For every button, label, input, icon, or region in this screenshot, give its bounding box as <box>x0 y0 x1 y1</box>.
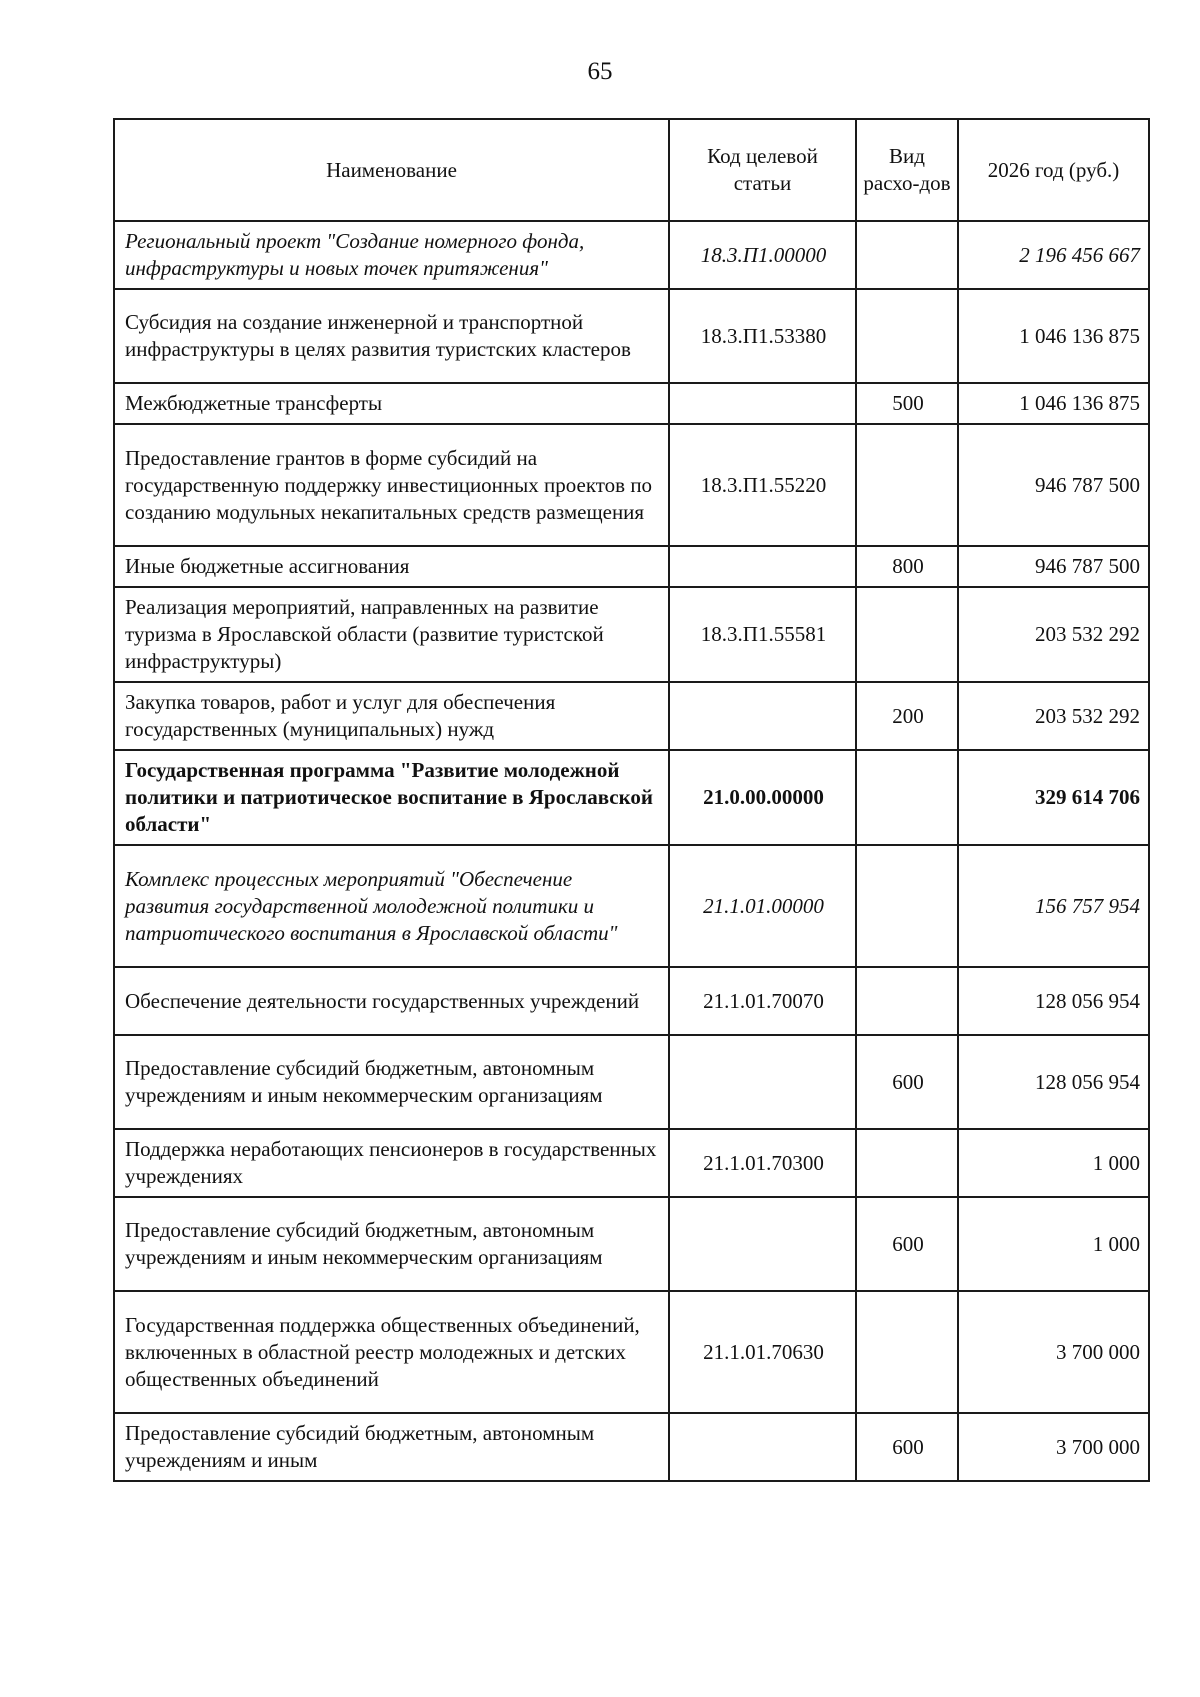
row-code-cell: 18.3.П1.53380 <box>669 289 856 383</box>
header-expense-type: Вид расхо-дов <box>856 119 958 221</box>
row-expense-type-cell <box>856 967 958 1035</box>
row-name-cell: Предоставление грантов в форме субсидий на государственную поддержку инвестиционных проектов по созданию модульных некапитальных средств размещения <box>114 424 669 546</box>
row-code-cell: 21.1.01.00000 <box>669 845 856 967</box>
row-amount-cell: 156 757 954 <box>958 845 1149 967</box>
row-amount-cell: 1 046 136 875 <box>958 383 1149 424</box>
row-name-cell: Государственная программа "Развитие молодежной политики и патриотическое воспитание в Ярославской области" <box>114 750 669 845</box>
row-code-cell <box>669 1035 856 1129</box>
row-expense-type-cell: 500 <box>856 383 958 424</box>
row-amount-cell: 2 196 456 667 <box>958 221 1149 289</box>
row-amount-cell: 329 614 706 <box>958 750 1149 845</box>
page-number: 65 <box>587 58 613 85</box>
row-name-cell: Предоставление субсидий бюджетным, автономным учреждениям и иным некоммерческим организациям <box>114 1197 669 1291</box>
row-amount-cell: 3 700 000 <box>958 1291 1149 1413</box>
row-amount-cell: 128 056 954 <box>958 967 1149 1035</box>
table-row <box>114 1291 1149 1413</box>
table-row <box>114 967 1149 1035</box>
table-row <box>114 383 1149 424</box>
table-row <box>114 1197 1149 1291</box>
table-row <box>114 845 1149 967</box>
row-name-cell: Поддержка неработающих пенсионеров в государственных учреждениях <box>114 1129 669 1197</box>
row-expense-type-cell: 600 <box>856 1413 958 1481</box>
row-amount-cell: 946 787 500 <box>958 424 1149 546</box>
table-row <box>114 1129 1149 1197</box>
row-expense-type-cell: 600 <box>856 1197 958 1291</box>
row-amount-cell: 1 046 136 875 <box>958 289 1149 383</box>
row-code-cell: 21.1.01.70070 <box>669 967 856 1035</box>
row-name-cell: Предоставление субсидий бюджетным, автономным учреждениям и иным некоммерческим организациям <box>114 1035 669 1129</box>
header-code: Код целевой статьи <box>669 119 856 221</box>
header-row <box>114 119 1149 221</box>
row-name-cell: Реализация мероприятий, направленных на развитие туризма в Ярославской области (развитие туристской инфраструктуры) <box>114 587 669 682</box>
row-name-cell: Обеспечение деятельности государственных учреждений <box>114 967 669 1035</box>
row-code-cell <box>669 546 856 587</box>
row-expense-type-cell <box>856 587 958 682</box>
table-row <box>114 546 1149 587</box>
table-row <box>114 424 1149 546</box>
budget-table <box>113 118 1150 1482</box>
header-amount-2026: 2026 год (руб.) <box>958 119 1149 221</box>
table-row <box>114 1413 1149 1481</box>
row-code-cell <box>669 383 856 424</box>
row-code-cell: 18.3.П1.55220 <box>669 424 856 546</box>
table-row <box>114 750 1149 845</box>
row-name-cell: Закупка товаров, работ и услуг для обеспечения государственных (муниципальных) нужд <box>114 682 669 750</box>
table-row <box>114 1035 1149 1129</box>
row-name-cell: Комплекс процессных мероприятий "Обеспечение развития государственной молодежной политики и патриотического воспитания в Ярославской области" <box>114 845 669 967</box>
row-amount-cell: 1 000 <box>958 1197 1149 1291</box>
row-name-cell: Субсидия на создание инженерной и транспортной инфраструктуры в целях развития туристских кластеров <box>114 289 669 383</box>
row-expense-type-cell: 600 <box>856 1035 958 1129</box>
row-code-cell <box>669 1413 856 1481</box>
row-expense-type-cell <box>856 289 958 383</box>
table-row <box>114 682 1149 750</box>
row-name-cell: Межбюджетные трансферты <box>114 383 669 424</box>
row-name-cell: Предоставление субсидий бюджетным, автономным учреждениям и иным <box>114 1413 669 1481</box>
row-name-cell: Региональный проект "Создание номерного фонда, инфраструктуры и новых точек притяжения" <box>114 221 669 289</box>
row-code-cell: 21.0.00.00000 <box>669 750 856 845</box>
row-name-cell: Иные бюджетные ассигнования <box>114 546 669 587</box>
row-amount-cell: 946 787 500 <box>958 546 1149 587</box>
table-body <box>114 221 1149 1481</box>
row-code-cell <box>669 682 856 750</box>
header-name: Наименование <box>114 119 669 221</box>
row-name-cell: Государственная поддержка общественных объединений, включенных в областной реестр молодежных и детских общественных объединений <box>114 1291 669 1413</box>
row-expense-type-cell <box>856 1129 958 1197</box>
row-code-cell: 21.1.01.70630 <box>669 1291 856 1413</box>
row-expense-type-cell <box>856 845 958 967</box>
table-row <box>114 289 1149 383</box>
row-code-cell: 21.1.01.70300 <box>669 1129 856 1197</box>
row-amount-cell: 128 056 954 <box>958 1035 1149 1129</box>
row-expense-type-cell: 200 <box>856 682 958 750</box>
table-row <box>114 221 1149 289</box>
row-code-cell <box>669 1197 856 1291</box>
row-expense-type-cell <box>856 221 958 289</box>
row-expense-type-cell <box>856 424 958 546</box>
row-amount-cell: 3 700 000 <box>958 1413 1149 1481</box>
row-expense-type-cell: 800 <box>856 546 958 587</box>
row-amount-cell: 1 000 <box>958 1129 1149 1197</box>
row-amount-cell: 203 532 292 <box>958 682 1149 750</box>
table-header <box>114 119 1149 221</box>
row-amount-cell: 203 532 292 <box>958 587 1149 682</box>
row-expense-type-cell <box>856 1291 958 1413</box>
row-expense-type-cell <box>856 750 958 845</box>
row-code-cell: 18.3.П1.00000 <box>669 221 856 289</box>
table-row <box>114 587 1149 682</box>
row-code-cell: 18.3.П1.55581 <box>669 587 856 682</box>
